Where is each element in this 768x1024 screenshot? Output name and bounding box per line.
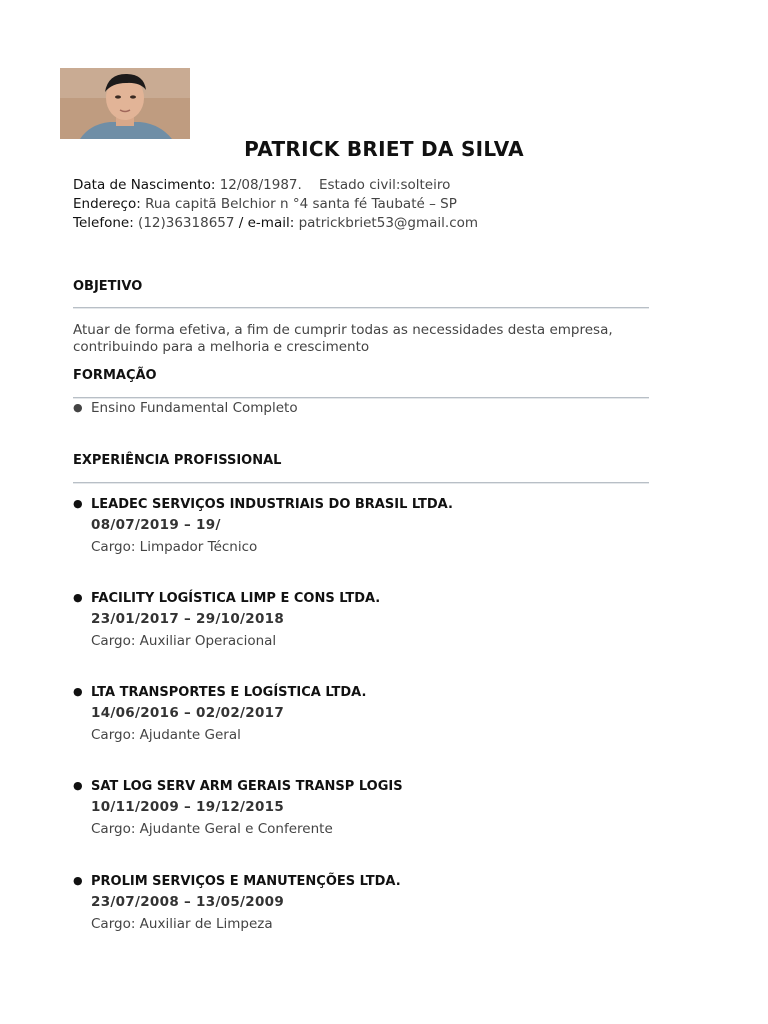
candidate-name: PATRICK BRIET DA SILVA bbox=[244, 137, 524, 161]
job-role: Cargo: Ajudante Geral bbox=[91, 727, 241, 743]
section-divider bbox=[73, 307, 649, 308]
job-role: Cargo: Auxiliar de Limpeza bbox=[91, 916, 273, 932]
job-role: Cargo: Ajudante Geral e Conferente bbox=[91, 821, 333, 837]
objetivo-title: OBJETIVO bbox=[73, 279, 143, 294]
bullet-icon: ● bbox=[73, 591, 83, 604]
address-label: Endereço: bbox=[73, 196, 141, 212]
phone-value: (12)36318657 bbox=[138, 215, 235, 231]
job-entry bbox=[73, 685, 693, 743]
bullet-icon: ● bbox=[73, 401, 83, 414]
experiencia-title: EXPERIÊNCIA PROFISSIONAL bbox=[73, 453, 282, 468]
job-dates: 08/07/2019 – 19/ bbox=[91, 517, 221, 533]
formacao-item-text: Ensino Fundamental Completo bbox=[91, 400, 298, 416]
birth-civil-line bbox=[73, 177, 450, 193]
bullet-icon: ● bbox=[73, 685, 83, 698]
bullet-icon: ● bbox=[73, 779, 83, 792]
job-dates: 10/11/2009 – 19/12/2015 bbox=[91, 799, 285, 815]
job-entry bbox=[73, 497, 693, 555]
job-dates: 23/07/2008 – 13/05/2009 bbox=[91, 894, 285, 910]
job-entry bbox=[73, 874, 693, 932]
job-dates: 14/06/2016 – 02/02/2017 bbox=[91, 705, 285, 721]
job-role: Cargo: Limpador Técnico bbox=[91, 539, 258, 555]
bullet-icon: ● bbox=[73, 497, 83, 510]
job-company: SAT LOG SERV ARM GERAIS TRANSP LOGIS bbox=[91, 779, 403, 794]
job-role: Cargo: Auxiliar Operacional bbox=[91, 633, 277, 649]
section-divider bbox=[73, 397, 649, 398]
section-divider bbox=[73, 482, 649, 483]
objetivo-text: Atuar de forma efetiva, a fim de cumprir todas as necessidades desta empresa, contribuindo para a melhoria e crescimento bbox=[73, 322, 613, 355]
job-company-line bbox=[73, 874, 693, 889]
job-company: FACILITY LOGÍSTICA LIMP E CONS LTDA. bbox=[91, 591, 381, 606]
job-company: PROLIM SERVIÇOS E MANUTENÇÕES LTDA. bbox=[91, 874, 401, 889]
address-line bbox=[73, 196, 457, 212]
phone-label: Telefone: bbox=[73, 215, 134, 231]
job-company-line bbox=[73, 497, 693, 512]
birth-value: 12/08/1987. bbox=[219, 177, 302, 193]
contact-line bbox=[73, 215, 478, 231]
job-dates: 23/01/2017 – 29/10/2018 bbox=[91, 611, 285, 627]
birth-label: Data de Nascimento: bbox=[73, 177, 216, 193]
job-company-line bbox=[73, 779, 693, 794]
formacao-title: FORMAÇÃO bbox=[73, 368, 157, 383]
email-value: patrickbriet53@gmail.com bbox=[298, 215, 479, 231]
bullet-icon: ● bbox=[73, 874, 83, 887]
formacao-item bbox=[73, 400, 298, 416]
profile-photo bbox=[60, 68, 190, 139]
job-entry bbox=[73, 591, 693, 649]
civil-value: solteiro bbox=[400, 177, 451, 193]
email-label: / e-mail: bbox=[238, 215, 295, 231]
person-portrait-icon bbox=[60, 68, 190, 139]
job-entry bbox=[73, 779, 693, 837]
job-company-line bbox=[73, 591, 693, 606]
job-company: LTA TRANSPORTES E LOGÍSTICA LTDA. bbox=[91, 685, 367, 700]
job-company: LEADEC SERVIÇOS INDUSTRIAIS DO BRASIL LTDA. bbox=[91, 497, 453, 512]
address-value: Rua capitã Belchior n °4 santa fé Taubaté – SP bbox=[145, 196, 457, 212]
job-company-line bbox=[73, 685, 693, 700]
civil-label: Estado civil: bbox=[318, 177, 401, 193]
